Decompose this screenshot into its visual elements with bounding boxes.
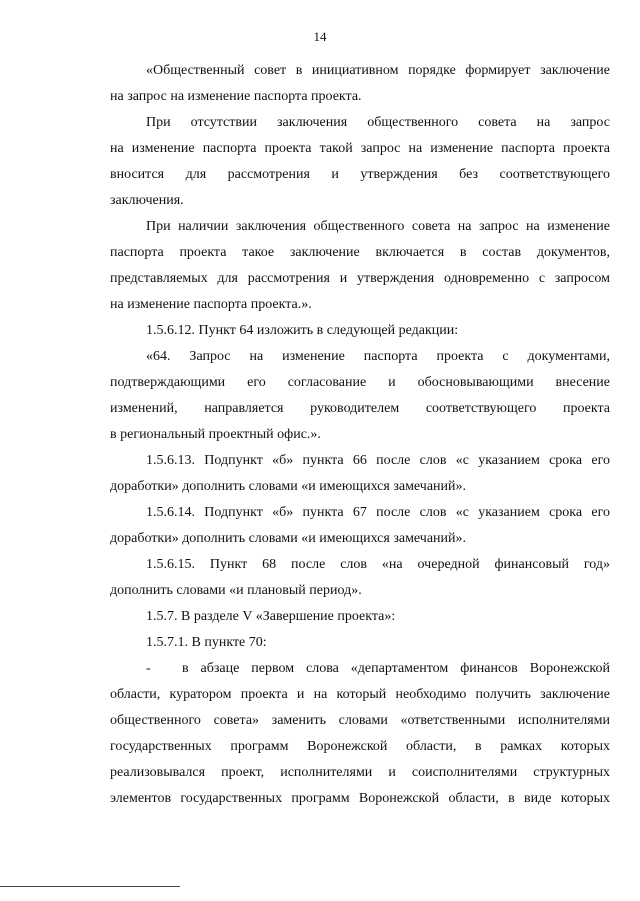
paragraph-7 bbox=[110, 500, 610, 552]
list-dash: - bbox=[146, 661, 151, 676]
text-line: общественного совета» заменить словами «ответственными исполнителями bbox=[110, 713, 610, 728]
paragraph-3 bbox=[110, 214, 610, 318]
text-line: подтверждающими его согласование и обосновывающими внесение bbox=[110, 375, 610, 390]
text-line: 1.5.6.15. Пункт 68 после слов «на очередной финансовый год» bbox=[146, 557, 610, 572]
text-line: 1.5.7. В разделе V «Завершение проекта»: bbox=[146, 609, 396, 624]
page-number: 14 bbox=[313, 29, 327, 44]
text-line: При наличии заключения общественного совета на запрос на изменение bbox=[146, 219, 610, 234]
paragraph-5 bbox=[110, 344, 610, 448]
footer-rule bbox=[0, 886, 180, 887]
dash-list-item bbox=[110, 656, 610, 812]
text-line: «64. Запрос на изменение паспорта проекта с документами, bbox=[146, 349, 610, 364]
text-line: реализовывался проект, исполнителями и соисполнителями структурных bbox=[110, 765, 610, 780]
text-line: в региональный проектный офис.». bbox=[110, 427, 321, 442]
document-body bbox=[110, 58, 610, 812]
text-line: в абзаце первом слова «департаментом финансов Воронежской bbox=[182, 661, 610, 676]
text-line: государственных программ Воронежской области, в рамках которых bbox=[110, 739, 610, 754]
text-line: «Общественный совет в инициативном порядке формирует заключение bbox=[146, 63, 610, 78]
paragraph-10 bbox=[110, 630, 610, 656]
text-line: При отсутствии заключения общественного совета на запрос bbox=[146, 115, 610, 130]
paragraph-6 bbox=[110, 448, 610, 500]
text-line: дополнить словами «и плановый период». bbox=[110, 583, 362, 598]
paragraph-8 bbox=[110, 552, 610, 604]
text-line: элементов государственных программ Воронежской области, в виде которых bbox=[110, 791, 610, 806]
text-line: вносится для рассмотрения и утверждения без соответствующего bbox=[110, 167, 610, 182]
text-line: 1.5.7.1. В пункте 70: bbox=[146, 635, 267, 650]
text-line: паспорта проекта такое заключение включается в состав документов, bbox=[110, 245, 610, 260]
text-line: 1.5.6.14. Подпункт «б» пункта 67 после слов «с указанием срока его bbox=[146, 505, 610, 520]
text-line: представляемых для рассмотрения и утверждения одновременно с запросом bbox=[110, 271, 610, 286]
text-line: 1.5.6.13. Подпункт «б» пункта 66 после слов «с указанием срока его bbox=[146, 453, 610, 468]
text-line: заключения. bbox=[110, 193, 184, 208]
text-line: 1.5.6.12. Пункт 64 изложить в следующей редакции: bbox=[146, 323, 459, 338]
text-line: доработки» дополнить словами «и имеющихся замечаний». bbox=[110, 531, 467, 546]
text-line: изменений, направляется руководителем соответствующего проекта bbox=[110, 401, 610, 416]
text-line: области, куратором проекта и на который необходимо получить заключение bbox=[110, 687, 610, 702]
text-line: на изменение паспорта проекта.». bbox=[110, 297, 312, 312]
dash-first-line bbox=[110, 656, 610, 682]
paragraph-9 bbox=[110, 604, 610, 630]
paragraph-2 bbox=[110, 110, 610, 214]
text-line: на запрос на изменение паспорта проекта. bbox=[110, 89, 362, 104]
text-line: на изменение паспорта проекта такой запрос на изменение паспорта проекта bbox=[110, 141, 610, 156]
paragraph-4 bbox=[110, 318, 610, 344]
paragraph-1 bbox=[110, 58, 610, 110]
text-line: доработки» дополнить словами «и имеющихся замечаний». bbox=[110, 479, 467, 494]
